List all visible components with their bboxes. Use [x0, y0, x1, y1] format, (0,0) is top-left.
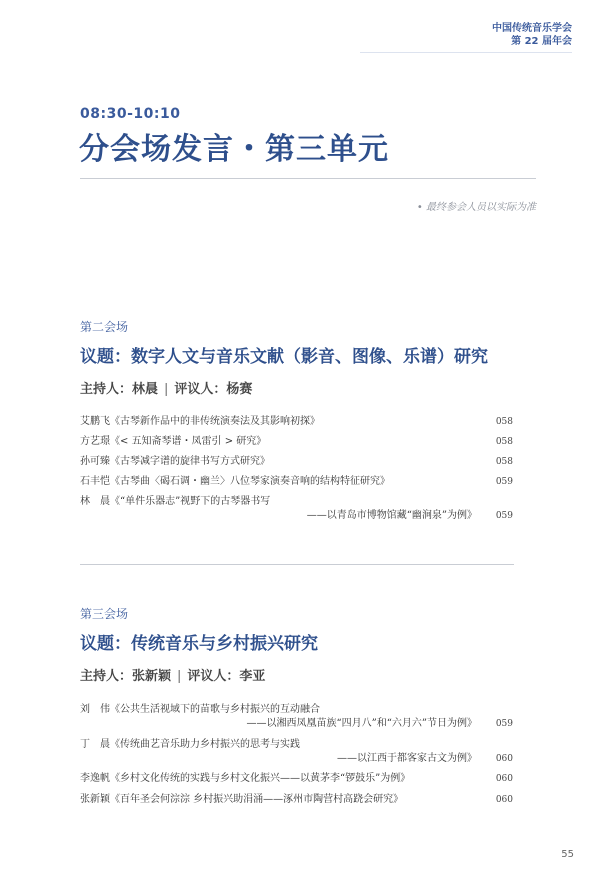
host-line: [80, 665, 265, 684]
header-divider: [360, 52, 572, 53]
topic-title: 议题：数字人文与音乐文献（影音、图像、乐谱）研究: [80, 347, 488, 367]
page-ref: 060: [495, 795, 513, 805]
paper-entry: [80, 475, 513, 489]
paper-entry: [80, 435, 513, 449]
paper-entry: [80, 415, 513, 429]
paper-title: 艾鹏飞《古琴新作品中的非传统演奏法及其影响初探》: [80, 416, 320, 427]
paper-title: 张新颖《百年圣会何淙淙 乡村振兴助涓涌——涿州市陶营村高跷会研究》: [80, 794, 404, 805]
paper-title: 刘 伟《公共生活视域下的苗歌与乡村振兴的互动融合: [80, 704, 320, 715]
reviewer-name: 评议人：李亚: [187, 669, 266, 684]
separator: |: [177, 669, 182, 684]
page-ref: 058: [495, 417, 513, 427]
attendance-note: • 最终参会人员以实际为准: [416, 202, 536, 213]
page-ref: 060: [495, 774, 513, 784]
paper-title: 方艺璟《< 五知斋琴谱・凤雷引 > 研究》: [80, 436, 267, 447]
org-name: 中国传统音乐学会: [492, 23, 572, 34]
meeting-edition: 第 22 届年会: [511, 36, 572, 47]
topic-title: 议题：传统音乐与乡村振兴研究: [80, 634, 318, 654]
paper-entry: [80, 772, 513, 786]
paper-title: 丁 晨《传统曲艺音乐助力乡村振兴的思考与实践: [80, 739, 300, 750]
separator: |: [164, 382, 169, 397]
page-title: 分会场发言・第三单元: [79, 132, 389, 167]
paper-title: 李逸帆《乡村文化传统的实践与乡村文化振兴——以黄茅李“锣鼓乐”为例》: [80, 773, 411, 784]
conference-header: [492, 22, 572, 48]
page-ref: 059: [495, 477, 513, 487]
reviewer-name: 评议人：杨赛: [174, 382, 253, 397]
paper-subtitle: ——以江西于都客家古文为例》: [337, 753, 477, 764]
paper-title: 石丰恺《古琴曲〈碣石调・幽兰〉八位琴家演奏音响的结构特征研究》: [80, 476, 390, 487]
venue-label: 第二会场: [80, 320, 129, 334]
section-divider: [80, 564, 514, 565]
venue-label: 第三会场: [80, 607, 129, 621]
paper-entry: [80, 793, 513, 807]
page-ref: 059: [495, 511, 513, 521]
paper-title: 孙可臻《古琴减字谱的旋律书写方式研究》: [80, 456, 270, 467]
session-time: 08:30-10:10: [80, 106, 181, 122]
paper-title: 林 晨《“单件乐器志”视野下的古琴器书写: [80, 496, 271, 507]
paper-entry: [80, 495, 513, 523]
title-divider: [80, 178, 536, 179]
host-name: 主持人：张新颖: [80, 669, 172, 684]
paper-subtitle: ——以青岛市博物馆藏“幽涧泉”为例》: [306, 510, 477, 521]
paper-subtitle: ——以湘西凤凰苗族“四月八”和“六月六”节日为例》: [246, 718, 477, 729]
paper-entry: [80, 738, 513, 766]
host-line: [80, 378, 252, 397]
page-ref: 060: [495, 754, 513, 764]
page-ref: 058: [495, 437, 513, 447]
page-ref: 058: [495, 457, 513, 467]
host-name: 主持人：林晨: [80, 382, 159, 397]
paper-entry: [80, 455, 513, 469]
page-ref: 059: [495, 719, 513, 729]
page-number: 55: [561, 849, 574, 860]
paper-entry: [80, 703, 513, 731]
